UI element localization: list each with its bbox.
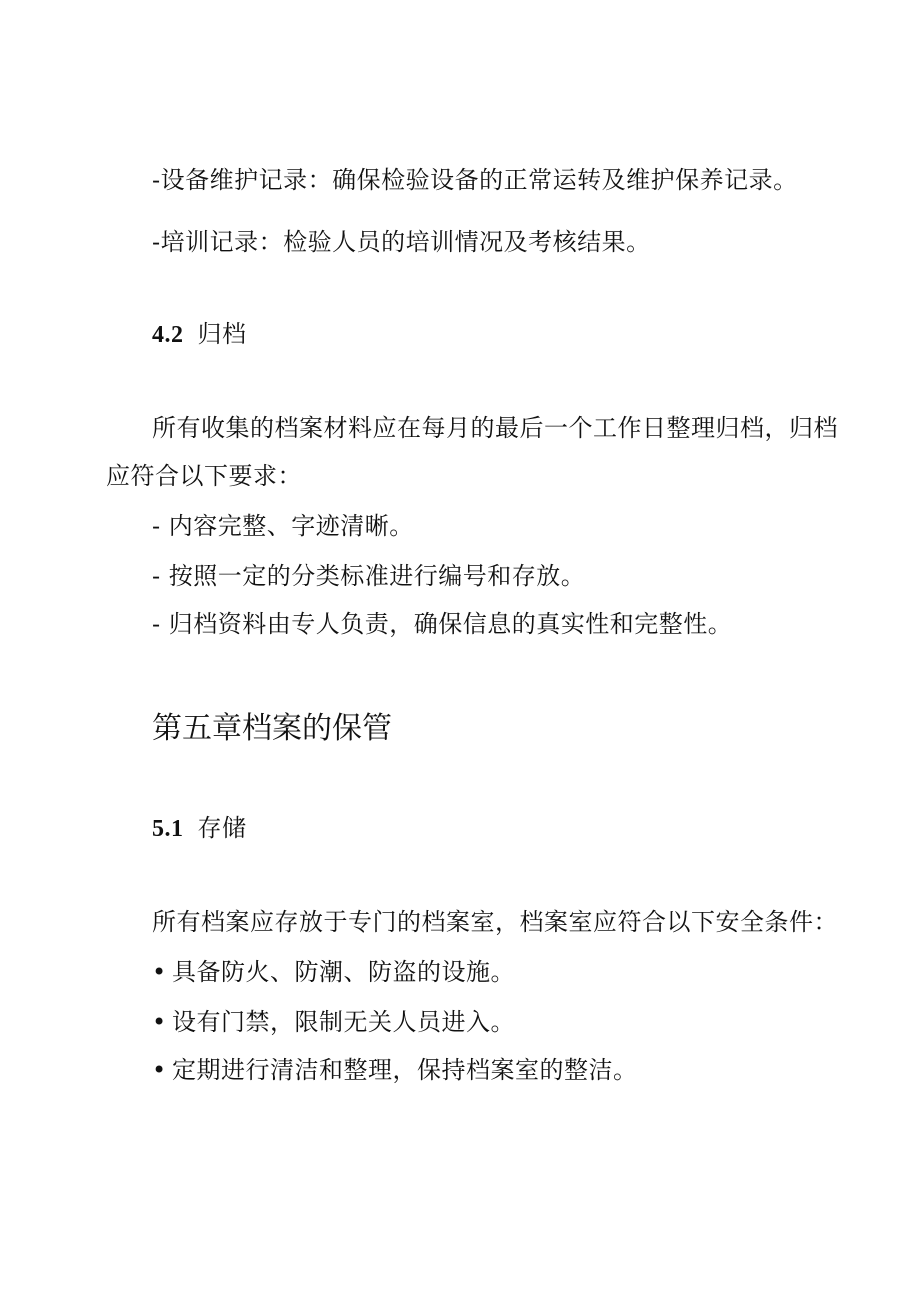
- paragraph-archiving-line-2: 应符合以下要求：: [106, 462, 302, 490]
- section-title: 归档: [197, 320, 247, 348]
- paragraph-storage: 所有档案应存放于专门的档案室，档案室应符合以下安全条件：: [152, 908, 838, 936]
- bullet-icon: •: [152, 1056, 167, 1084]
- bullet-icon: •: [152, 958, 167, 986]
- bullet-item-text: 定期进行清洁和整理，保持档案室的整洁。: [172, 1056, 638, 1084]
- bullet-item: [152, 1054, 638, 1086]
- requirement-item: - 内容完整、字迹清晰。: [152, 512, 414, 540]
- list-item-equipment-maintenance: -设备维护记录：确保检验设备的正常运转及维护保养记录。: [152, 166, 798, 194]
- bullet-item: [152, 1006, 515, 1038]
- requirement-item: - 按照一定的分类标准进行编号和存放。: [152, 562, 586, 590]
- section-number: 5.1: [152, 816, 184, 842]
- bullet-item-text: 设有门禁，限制无关人员进入。: [172, 1008, 515, 1036]
- bullet-item: [152, 956, 515, 988]
- chapter-title: 第五章档案的保管: [152, 711, 392, 746]
- bullet-icon: •: [152, 1008, 167, 1036]
- paragraph-archiving-line-1: 所有收集的档案材料应在每月的最后一个工作日整理归档，归档: [152, 414, 838, 442]
- requirement-item: - 归档资料由专人负责，确保信息的真实性和完整性。: [152, 610, 733, 638]
- section-number: 4.2: [152, 322, 184, 348]
- list-item-training-records: -培训记录：检验人员的培训情况及考核结果。: [152, 228, 651, 256]
- section-title: 存储: [197, 814, 247, 842]
- section-heading-4-2: [152, 318, 247, 351]
- section-heading-5-1: [152, 812, 247, 845]
- bullet-item-text: 具备防火、防潮、防盗的设施。: [172, 958, 515, 986]
